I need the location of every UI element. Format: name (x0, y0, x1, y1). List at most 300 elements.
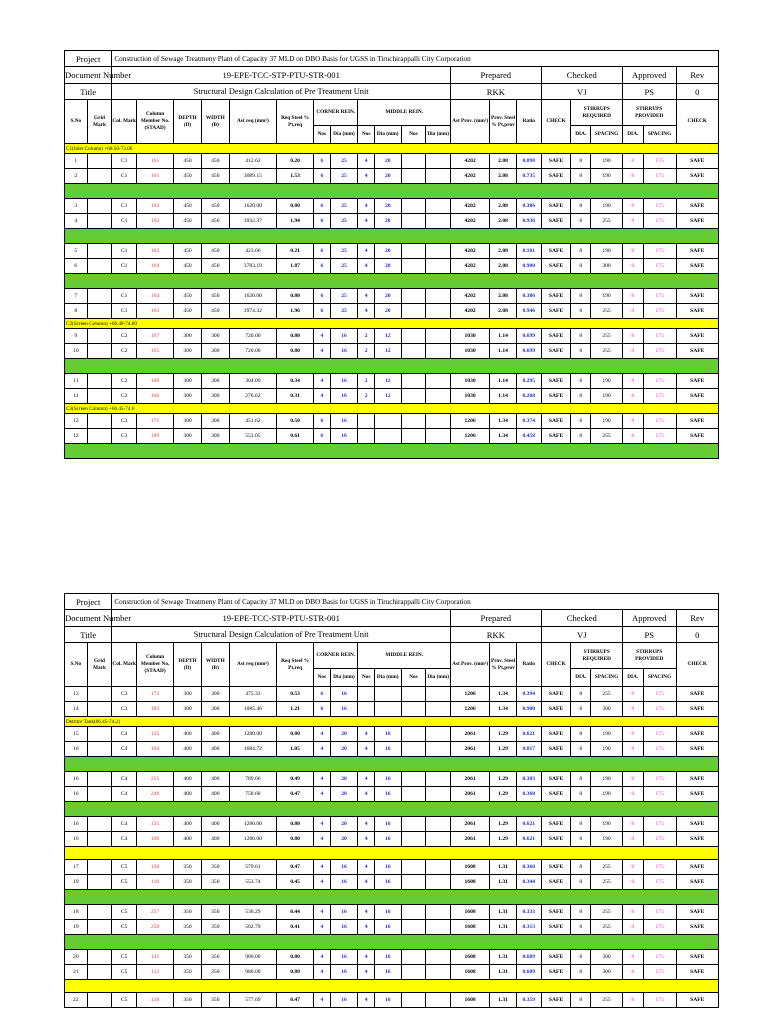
cell-corner-nos: 4 (314, 965, 330, 980)
cell-ast-prov: 1030 (451, 329, 490, 344)
cell-stir-prov-dia: 8 (622, 905, 643, 920)
cell-stir-prov-dia: 8 (622, 950, 643, 965)
cell-ast-req: 423.66 (229, 244, 276, 259)
cell-member-no: 183 (137, 702, 174, 717)
cell-depth: 400 (174, 817, 202, 832)
cell-prov-steel: 1.29 (490, 772, 517, 787)
cell-middle-nos-2 (401, 950, 426, 965)
cell-corner-nos: 6 (314, 289, 330, 304)
cell-prov-steel: 1.31 (490, 905, 517, 920)
cell-col-mark: C2 (112, 389, 137, 404)
cell-corner-nos: 4 (314, 817, 330, 832)
cell-middle-dia: 16 (374, 787, 401, 802)
cell-check: SAFE (541, 304, 571, 319)
cell-col-mark: C3 (112, 429, 137, 444)
col-header-col: Col. Mark (112, 100, 137, 144)
cell-stir-prov-spacing: 175 (643, 389, 676, 404)
cell-depth: 300 (174, 414, 202, 429)
col-header-stirrups-required: STIRRUPS REQUIRED (571, 643, 622, 669)
cell-depth: 400 (174, 742, 202, 757)
cell-col-mark: C3 (112, 687, 137, 702)
sheet-1 (64, 50, 719, 459)
cell-col-mark: C5 (112, 860, 137, 875)
cell-corner-dia: 16 (330, 950, 358, 965)
cell-req-steel: 0.41 (277, 920, 314, 935)
cell-width: 300 (201, 687, 229, 702)
cell-sno: 8 (65, 304, 88, 319)
cell-corner-dia: 16 (330, 905, 358, 920)
cell-ast-req: 1684.72 (229, 742, 276, 757)
cell-middle-dia: 20 (374, 154, 401, 169)
cell-corner-dia: 25 (330, 259, 358, 274)
cell-middle-nos-2 (401, 993, 426, 1008)
cell-stir-req-dia: 8 (571, 154, 591, 169)
cell-req-steel: 0.44 (277, 905, 314, 920)
cell-depth: 350 (174, 950, 202, 965)
cell-corner-nos: 6 (314, 169, 330, 184)
cell-member-no: 135 (137, 817, 174, 832)
cell-stir-req-spacing: 190 (591, 169, 623, 184)
cell-middle-dia (374, 429, 401, 444)
cell-req-steel: 1.87 (277, 259, 314, 274)
cell-corner-dia: 20 (330, 727, 358, 742)
cell-width: 350 (201, 905, 229, 920)
cell-req-steel: 1.05 (277, 742, 314, 757)
cell-depth: 350 (174, 965, 202, 980)
cell-check-2: SAFE (676, 374, 718, 389)
cell-width: 400 (201, 772, 229, 787)
cell-stir-prov-spacing: 175 (643, 244, 676, 259)
cell-sno: 22 (65, 993, 88, 1008)
cell-stir-prov-spacing: 175 (643, 344, 676, 359)
col-header-middle-nos-2: Nos (401, 669, 426, 687)
cell-middle-nos: 4 (358, 742, 374, 757)
cell-check: SAFE (541, 329, 571, 344)
cell-middle-nos-2 (401, 772, 426, 787)
approved-value: PS (622, 627, 676, 643)
cell-stir-req-dia: 8 (571, 787, 591, 802)
cell-sno: 10 (65, 344, 88, 359)
cell-middle-nos-2 (401, 304, 426, 319)
cell-ast-prov: 1608 (451, 993, 490, 1008)
cell-grid-mark (87, 154, 112, 169)
col-header-stir-dia: DIA. (571, 669, 591, 687)
cell-prov-steel: 1.34 (490, 429, 517, 444)
cell-prov-steel: 1.31 (490, 965, 517, 980)
col-header-middle-dia-2: Dia (mm) (426, 126, 451, 144)
cell-width: 450 (201, 304, 229, 319)
cell-middle-dia: 16 (374, 772, 401, 787)
table-row (65, 772, 719, 787)
cell-middle-nos-2 (401, 169, 426, 184)
section-label: Detritor Tank(66.45-74.2) (65, 717, 719, 727)
cell-col-mark: C4 (112, 787, 137, 802)
cell-stir-prov-spacing: 175 (643, 169, 676, 184)
cell-ast-req: 553.05 (229, 429, 276, 444)
cell-check-2: SAFE (676, 817, 718, 832)
cell-corner-dia: 16 (330, 374, 358, 389)
cell-check: SAFE (541, 965, 571, 980)
cell-stir-req-spacing: 300 (591, 702, 623, 717)
cell-member-no: 164 (137, 289, 174, 304)
cell-corner-dia: 16 (330, 429, 358, 444)
cell-corner-dia: 16 (330, 965, 358, 980)
cell-stir-prov-spacing: 175 (643, 429, 676, 444)
cell-stir-req-dia: 8 (571, 742, 591, 757)
cell-middle-nos-2 (401, 414, 426, 429)
highlight-band-cell (65, 980, 719, 993)
table-row (65, 702, 719, 717)
col-header-corner-nos: Nos (314, 669, 330, 687)
cell-check: SAFE (541, 787, 571, 802)
cell-stir-prov-dia: 8 (622, 727, 643, 742)
cell-stir-req-dia: 8 (571, 259, 591, 274)
cell-stir-req-spacing: 190 (591, 199, 623, 214)
cell-stir-prov-dia: 8 (622, 993, 643, 1008)
cell-ast-prov: 4202 (451, 289, 490, 304)
cell-middle-dia: 16 (374, 727, 401, 742)
cell-prov-steel: 1.14 (490, 329, 517, 344)
cell-width: 350 (201, 965, 229, 980)
col-header-check-2: CHECK (676, 100, 718, 144)
cell-ast-req: 502.79 (229, 920, 276, 935)
cell-check-2: SAFE (676, 787, 718, 802)
cell-corner-nos: 6 (314, 259, 330, 274)
table-row (65, 787, 719, 802)
cell-prov-steel: 1.34 (490, 687, 517, 702)
cell-member-no: 135 (137, 727, 174, 742)
col-header-prov-dia: DIA. (622, 126, 643, 144)
cell-corner-dia: 25 (330, 199, 358, 214)
cell-middle-dia: 20 (374, 169, 401, 184)
cell-col-mark: C1 (112, 154, 137, 169)
cell-middle-nos-2 (401, 920, 426, 935)
cell-check: SAFE (541, 429, 571, 444)
cell-corner-nos: 6 (314, 687, 330, 702)
cell-col-mark: C3 (112, 702, 137, 717)
group-separator-band (65, 444, 719, 459)
title-label: Title (65, 84, 112, 100)
cell-ast-prov: 1608 (451, 920, 490, 935)
cell-ast-req: 789.66 (229, 772, 276, 787)
cell-width: 450 (201, 289, 229, 304)
col-header-prov-dia: DIA. (622, 669, 643, 687)
cell-member-no: 166 (137, 374, 174, 389)
approved-label: Approved (622, 610, 676, 627)
cell-depth: 450 (174, 169, 202, 184)
cell-ast-req: 3089.15 (229, 169, 276, 184)
cell-middle-nos (358, 429, 374, 444)
cell-check-2: SAFE (676, 905, 718, 920)
cell-stir-req-spacing: 255 (591, 329, 623, 344)
section-label: C3(Screen Column) +66.45-74.6 (65, 404, 719, 414)
cell-check-2: SAFE (676, 199, 718, 214)
cell-ratio: 0.621 (516, 817, 541, 832)
cell-width: 400 (201, 727, 229, 742)
cell-sno: 14 (65, 702, 88, 717)
cell-check-2: SAFE (676, 875, 718, 890)
cell-ratio: 0.268 (516, 389, 541, 404)
cell-ast-req: 577.69 (229, 993, 276, 1008)
cell-stir-req-spacing: 190 (591, 742, 623, 757)
sheet-1-body (65, 51, 719, 459)
cell-middle-dia-2 (426, 950, 451, 965)
cell-stir-prov-dia: 8 (622, 304, 643, 319)
cell-check-2: SAFE (676, 304, 718, 319)
cell-stir-req-spacing: 190 (591, 389, 623, 404)
group-separator-cell (65, 229, 719, 244)
table-row (65, 259, 719, 274)
cell-col-mark: C4 (112, 832, 137, 847)
cell-sno: 7 (65, 289, 88, 304)
cell-middle-dia: 12 (374, 329, 401, 344)
sheet-2-table (64, 593, 719, 1008)
cell-middle-nos-2 (401, 905, 426, 920)
cell-middle-nos: 4 (358, 993, 374, 1008)
col-header-ast-req: Ast req (mm²) (229, 643, 276, 687)
cell-middle-nos: 4 (358, 905, 374, 920)
cell-col-mark: C5 (112, 950, 137, 965)
cell-ast-prov: 4202 (451, 169, 490, 184)
sheet-2 (64, 593, 719, 1008)
cell-width: 400 (201, 742, 229, 757)
highlight-band-cell (65, 847, 719, 860)
cell-col-mark: C3 (112, 414, 137, 429)
cell-prov-steel: 1.31 (490, 875, 517, 890)
cell-depth: 300 (174, 374, 202, 389)
cell-stir-req-spacing: 255 (591, 214, 623, 229)
cell-ratio: 0.333 (516, 905, 541, 920)
cell-stir-prov-dia: 8 (622, 244, 643, 259)
cell-ast-req: 980.00 (229, 950, 276, 965)
cell-ast-prov: 4202 (451, 214, 490, 229)
cell-ast-prov: 4202 (451, 259, 490, 274)
cell-middle-dia: 20 (374, 259, 401, 274)
cell-corner-nos: 6 (314, 429, 330, 444)
table-row (65, 727, 719, 742)
cell-ast-prov: 1030 (451, 374, 490, 389)
cell-member-no: 165 (137, 344, 174, 359)
cell-col-mark: C5 (112, 905, 137, 920)
cell-ratio: 0.368 (516, 787, 541, 802)
table-row (65, 950, 719, 965)
cell-ratio: 0.609 (516, 950, 541, 965)
cell-stir-req-spacing: 190 (591, 817, 623, 832)
cell-stir-prov-spacing: 175 (643, 289, 676, 304)
cell-middle-dia-2 (426, 329, 451, 344)
project-text: Construction of Sewage Treatmeny Plant of Capacity 37 MLD on DBO Basis for UGSS in Tiruchirappalli City Corporation (112, 594, 719, 610)
cell-middle-nos: 4 (358, 860, 374, 875)
cell-depth: 300 (174, 687, 202, 702)
cell-middle-nos: 4 (358, 787, 374, 802)
cell-sno: 12 (65, 429, 88, 444)
cell-stir-req-dia: 8 (571, 832, 591, 847)
cell-grid-mark (87, 687, 112, 702)
cell-stir-req-spacing: 300 (591, 965, 623, 980)
cell-check-2: SAFE (676, 702, 718, 717)
cell-ast-req: 1280.00 (229, 817, 276, 832)
cell-corner-nos: 4 (314, 950, 330, 965)
cell-sno: 4 (65, 214, 88, 229)
cell-req-steel: 0.47 (277, 860, 314, 875)
cell-width: 450 (201, 154, 229, 169)
cell-stir-req-spacing: 255 (591, 304, 623, 319)
cell-ratio: 0.699 (516, 344, 541, 359)
cell-ratio: 0.359 (516, 993, 541, 1008)
cell-middle-dia: 20 (374, 199, 401, 214)
cell-width: 300 (201, 702, 229, 717)
cell-middle-dia-2 (426, 429, 451, 444)
cell-stir-prov-dia: 8 (622, 787, 643, 802)
cell-check: SAFE (541, 727, 571, 742)
cell-middle-nos-2 (401, 817, 426, 832)
cell-req-steel: 0.61 (277, 429, 314, 444)
cell-stir-prov-dia: 8 (622, 817, 643, 832)
cell-req-steel: 1.53 (277, 169, 314, 184)
cell-corner-dia: 16 (330, 687, 358, 702)
cell-middle-nos-2 (401, 429, 426, 444)
cell-middle-dia: 16 (374, 860, 401, 875)
cell-middle-dia-2 (426, 993, 451, 1008)
cell-corner-nos: 4 (314, 344, 330, 359)
cell-middle-dia: 16 (374, 905, 401, 920)
table-row (65, 304, 719, 319)
cell-stir-req-dia: 8 (571, 950, 591, 965)
cell-check-2: SAFE (676, 742, 718, 757)
cell-ast-prov: 1206 (451, 429, 490, 444)
col-header-grid: Grid Mark (87, 100, 112, 144)
cell-width: 400 (201, 787, 229, 802)
cell-ast-prov: 1608 (451, 965, 490, 980)
cell-stir-req-dia: 8 (571, 199, 591, 214)
col-header-ast-req: Ast req (mm²) (229, 100, 276, 144)
col-header-sno: S.No (65, 100, 88, 144)
table-row (65, 429, 719, 444)
cell-middle-dia-2 (426, 875, 451, 890)
cell-middle-nos: 4 (358, 965, 374, 980)
cell-ratio: 0.817 (516, 742, 541, 757)
cell-stir-req-dia: 8 (571, 304, 591, 319)
cell-check: SAFE (541, 950, 571, 965)
cell-depth: 300 (174, 702, 202, 717)
cell-corner-dia: 20 (330, 772, 358, 787)
cell-req-steel: 0.21 (277, 244, 314, 259)
cell-width: 300 (201, 329, 229, 344)
cell-middle-dia: 16 (374, 965, 401, 980)
group-separator-band (65, 890, 719, 905)
cell-ast-prov: 1608 (451, 875, 490, 890)
group-separator-cell (65, 757, 719, 772)
cell-grid-mark (87, 920, 112, 935)
cell-stir-prov-spacing: 175 (643, 787, 676, 802)
cell-member-no: 141 (137, 950, 174, 965)
cell-width: 300 (201, 344, 229, 359)
cell-req-steel: 0.20 (277, 154, 314, 169)
cell-middle-nos: 4 (358, 950, 374, 965)
table-row (65, 414, 719, 429)
col-header-grid: Grid Mark (87, 643, 112, 687)
cell-sno: 11 (65, 389, 88, 404)
cell-check-2: SAFE (676, 214, 718, 229)
cell-col-mark: C5 (112, 920, 137, 935)
cell-member-no: 162 (137, 244, 174, 259)
cell-corner-nos: 4 (314, 860, 330, 875)
cell-corner-nos: 4 (314, 389, 330, 404)
cell-stir-prov-dia: 8 (622, 329, 643, 344)
cell-corner-nos: 4 (314, 905, 330, 920)
cell-stir-req-dia: 8 (571, 374, 591, 389)
cell-width: 300 (201, 429, 229, 444)
col-header-stirrups-required: STIRRUPS REQUIRED (571, 100, 622, 126)
cell-middle-nos-2 (401, 329, 426, 344)
cell-check-2: SAFE (676, 329, 718, 344)
cell-stir-prov-spacing: 175 (643, 920, 676, 935)
cell-ast-req: 720.00 (229, 344, 276, 359)
cell-corner-nos: 6 (314, 244, 330, 259)
cell-width: 450 (201, 199, 229, 214)
group-separator-cell (65, 935, 719, 950)
cell-stir-prov-spacing: 175 (643, 154, 676, 169)
cell-ratio: 0.383 (516, 772, 541, 787)
section-label-row (65, 319, 719, 329)
cell-sno: 16 (65, 787, 88, 802)
cell-req-steel: 0.80 (277, 950, 314, 965)
cell-check-2: SAFE (676, 169, 718, 184)
col-header-col: Col. Mark (112, 643, 137, 687)
cell-member-no: 166 (137, 389, 174, 404)
cell-stir-req-spacing: 255 (591, 905, 623, 920)
cell-depth: 450 (174, 154, 202, 169)
cell-prov-steel: 1.29 (490, 727, 517, 742)
cell-corner-dia: 16 (330, 329, 358, 344)
cell-member-no: 255 (137, 772, 174, 787)
col-header-member: Column Member No. (STAAD) (137, 643, 174, 687)
cell-grid-mark (87, 304, 112, 319)
cell-middle-nos-2 (401, 199, 426, 214)
cell-req-steel: 0.31 (277, 389, 314, 404)
cell-corner-nos: 6 (314, 199, 330, 214)
cell-req-steel: 0.47 (277, 993, 314, 1008)
col-header-middle-nos: Nos (358, 126, 374, 144)
cell-prov-steel: 2.08 (490, 169, 517, 184)
cell-depth: 450 (174, 214, 202, 229)
cell-sno: 16 (65, 817, 88, 832)
cell-stir-prov-spacing: 175 (643, 214, 676, 229)
cell-width: 450 (201, 169, 229, 184)
cell-ast-prov: 1030 (451, 344, 490, 359)
section-label: C2(Screen Column) +66.40-74.60 (65, 319, 719, 329)
doc-number-label: Document Number (65, 610, 112, 627)
cell-corner-dia: 16 (330, 389, 358, 404)
cell-middle-dia: 20 (374, 289, 401, 304)
cell-grid-mark (87, 214, 112, 229)
cell-req-steel: 0.80 (277, 329, 314, 344)
cell-middle-dia: 12 (374, 389, 401, 404)
table-row (65, 817, 719, 832)
cell-stir-prov-spacing: 175 (643, 993, 676, 1008)
cell-col-mark: C5 (112, 993, 137, 1008)
cell-ratio: 0.101 (516, 244, 541, 259)
cell-grid-mark (87, 199, 112, 214)
cell-ratio: 0.458 (516, 429, 541, 444)
cell-corner-dia: 16 (330, 702, 358, 717)
cell-middle-nos: 4 (358, 772, 374, 787)
cell-req-steel: 0.53 (277, 687, 314, 702)
cell-depth: 350 (174, 993, 202, 1008)
cell-middle-nos-2 (401, 344, 426, 359)
cell-corner-nos: 4 (314, 727, 330, 742)
cell-grid-mark (87, 832, 112, 847)
